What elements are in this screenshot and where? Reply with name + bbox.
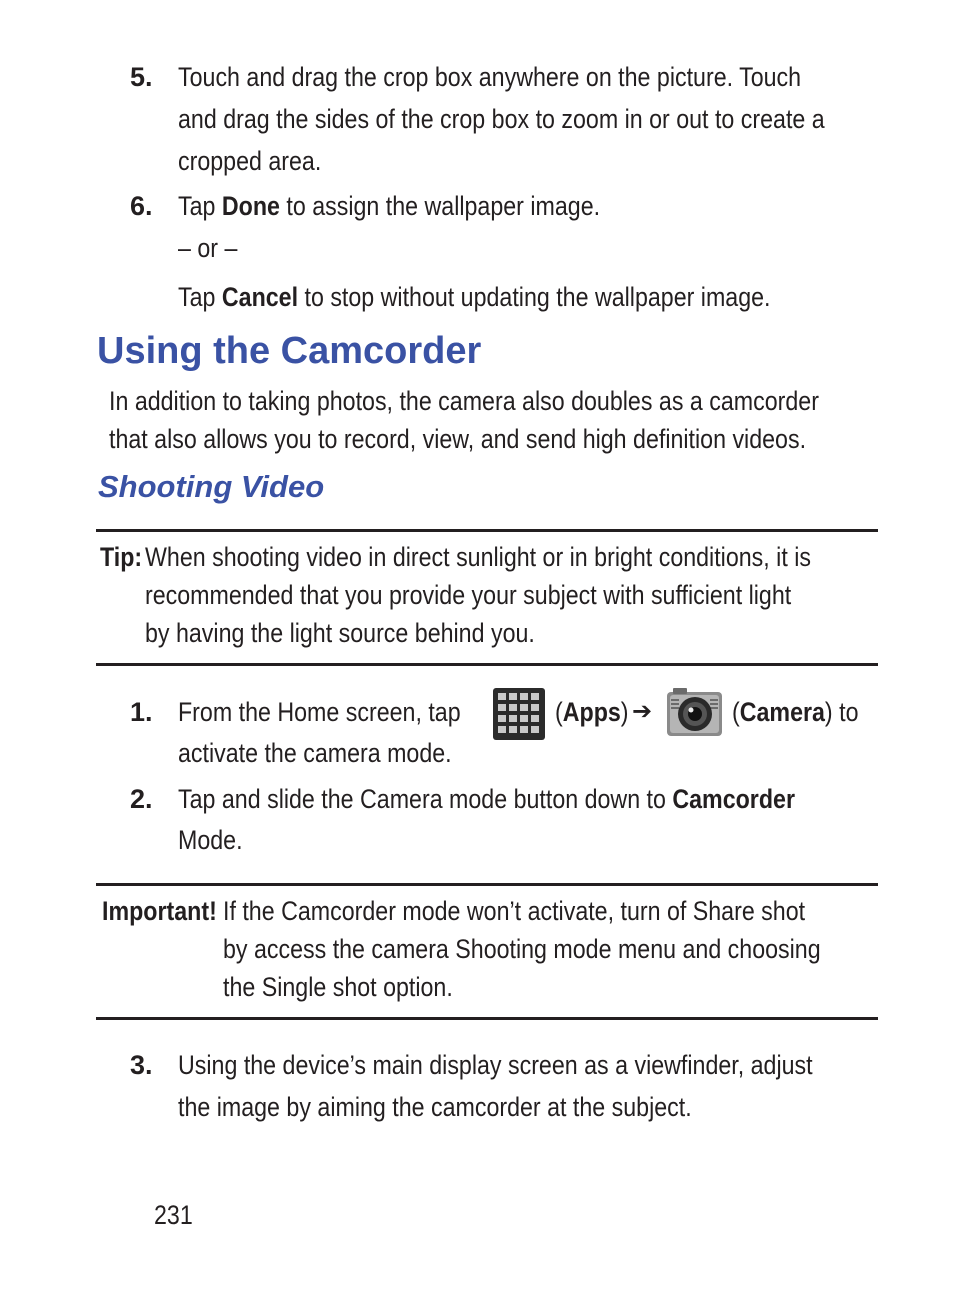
or-separator: – or – [178,233,238,263]
step-1-number: 1. [130,697,153,727]
important-bottom-rule [96,1017,878,1020]
step-1-text-start: From the Home screen, tap [178,697,461,727]
tip-bottom-rule [96,663,878,666]
subsection-heading: Shooting Video [98,469,325,504]
camera-label: (Camera) to [732,697,859,727]
cancel-instruction: Tap Cancel to stop without updating the wallpaper image. [178,282,771,312]
tip-text: When shooting video in direct sunlight or in bright conditions, it is recommended that you provide your subject with sufficient light by having the light source behind you. [145,542,812,648]
intro-paragraph: In addition to taking photos, the camera also doubles as a camcorder that also allows you to record, view, and send high definition videos. [109,386,819,454]
camera-icon [667,688,722,736]
arrow-icon: ➔ [632,698,653,725]
page-number: 231 [154,1200,193,1230]
important-text: If the Camcorder mode won’t activate, turn of Share shot by access the camera Shooting mode menu and choosing the Single shot option. [223,896,821,1002]
step-6-text: Tap Done to assign the wallpaper image. [178,191,601,221]
step-2-number: 2. [130,784,153,814]
tip-top-rule [96,529,878,532]
step-2-text-end: Mode. [178,825,243,855]
step-5-number: 5. [130,62,153,92]
apps-label: (Apps) [555,697,629,727]
apps-grid-icon [493,688,545,740]
step-2-text: Tap and slide the Camera mode button down to Camcorder [178,784,795,814]
important-label: Important! [102,896,217,926]
step-6-number: 6. [130,191,153,221]
section-heading: Using the Camcorder [97,330,482,372]
step-1-text-end: activate the camera mode. [178,738,452,768]
tip-label: Tip: [100,542,143,572]
step-3-number: 3. [130,1050,153,1080]
important-top-rule [96,883,878,886]
step-3-text: Using the device’s main display screen as a viewfinder, adjust the image by aiming the camcorder at the subject. [178,1050,813,1122]
step-5-text: Touch and drag the crop box anywhere on the picture. Touch and drag the sides of the crop box to zoom in or out to create a cropped area. [178,62,825,176]
